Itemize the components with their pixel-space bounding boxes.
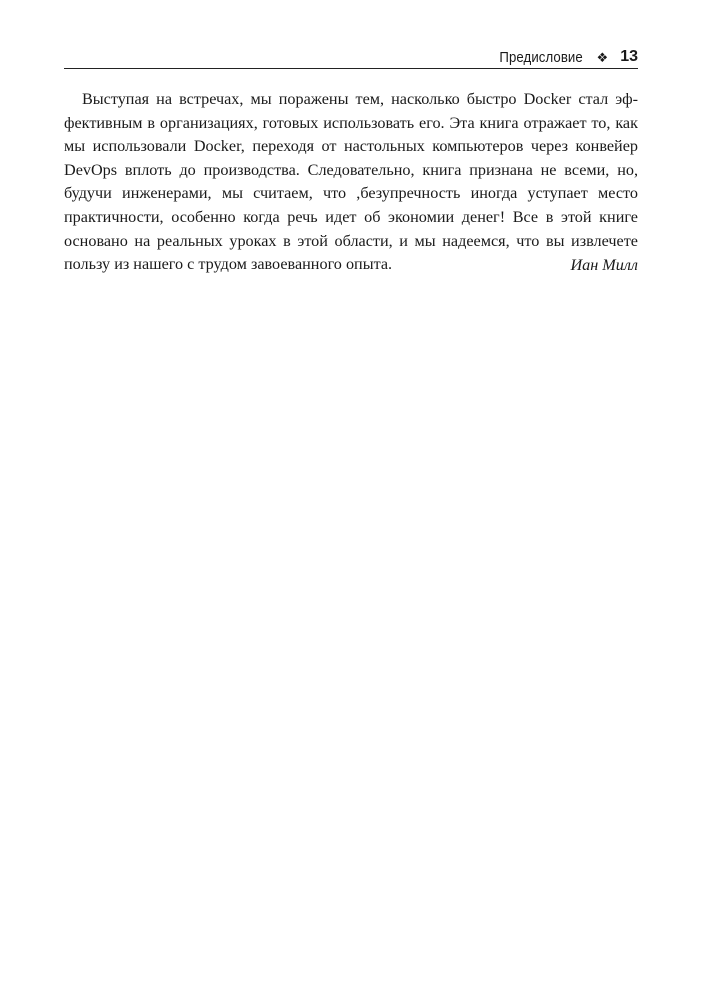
author-signature: Иан Милл [570, 256, 638, 274]
page-number: 13 [620, 48, 638, 65]
page-header [64, 46, 638, 69]
fleuron-ornament-icon: ❖ [596, 49, 609, 65]
body-paragraph: Выступая на встречах, мы поражены тем, насколько быстро Docker стал эффективным в организациях, готовых использовать его. Эта книга отражает то, как мы использовали Docker, переходя от настольных компьютеров через конвейер DevOps вплоть до производства. Следовательно, книга признана не всеми, но, будучи инженерами, мы считаем, что ,безупречность иногда уступает место практичности, особенно когда речь идет об экономии денег! Все в этой книге основано на реальных уроках в этой области, и мы надеемся, что вы извлечете пользу из нашего с трудом завоеванного опыта. [64, 90, 638, 274]
running-title: Предисловие [499, 48, 583, 66]
